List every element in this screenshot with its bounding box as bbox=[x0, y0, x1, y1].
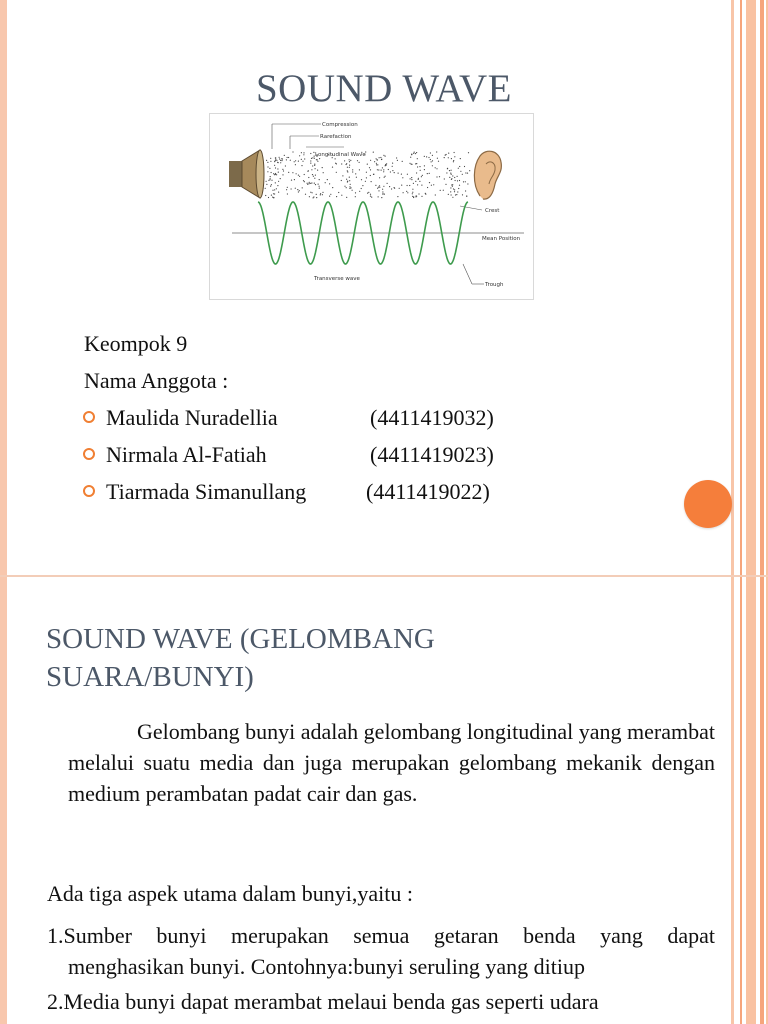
title-line-1: SOUND WAVE (GELOMBANG bbox=[46, 623, 435, 655]
speaker-icon bbox=[229, 150, 264, 198]
bullet-icon bbox=[83, 485, 95, 497]
member-name: Maulida Nuradellia bbox=[106, 405, 278, 430]
ear-icon bbox=[474, 151, 501, 199]
member-item bbox=[84, 437, 494, 474]
slide-2 bbox=[0, 577, 768, 1024]
member-id: (4411419023) bbox=[370, 442, 494, 467]
paragraph-text: Gelombang bunyi adalah gelombang longitudinal yang merambat melalui suatu media dan juga merupakan gelombang mekanik dengan medium perambatan padat cair dan gas. bbox=[68, 719, 715, 806]
right-stripes bbox=[730, 577, 768, 1024]
aspect-item-1 bbox=[47, 920, 715, 982]
aspect-1-line-2: menghasikan bunyi. Contohnya:bunyi seruling yang ditiup bbox=[68, 954, 585, 979]
label-longitudinal: Longitudinal Wave bbox=[315, 152, 366, 158]
aspect-1-line-1: 1.Sumber bunyi merupakan semua getaran benda yang dapat bbox=[47, 923, 715, 948]
title-line-2: SUARA/BUNYI) bbox=[46, 661, 254, 693]
label-rarefaction: Rarefaction bbox=[320, 134, 352, 140]
label-mean-position: Mean Position bbox=[482, 236, 521, 242]
group-name: Keompok 9 bbox=[84, 331, 188, 356]
label-crest: Crest bbox=[485, 208, 500, 214]
member-name: Tiarmada Simanullang bbox=[106, 479, 307, 504]
label-trough: Trough bbox=[485, 282, 504, 288]
orange-circle-decoration bbox=[684, 480, 732, 528]
bullet-icon bbox=[83, 411, 95, 423]
left-accent-bar bbox=[0, 577, 7, 1024]
label-transverse: Transverse wave bbox=[314, 276, 360, 282]
label-compression: Compression bbox=[322, 122, 358, 128]
group-info bbox=[84, 326, 494, 511]
members-label: Nama Anggota : bbox=[84, 368, 229, 393]
aspect-item-2: 2.Media bunyi dapat merambat melaui benda gas seperti udara bbox=[47, 989, 599, 1014]
member-id: (4411419032) bbox=[370, 405, 494, 430]
definition-paragraph bbox=[68, 716, 715, 809]
bullet-icon bbox=[83, 448, 95, 460]
member-id: (4411419022) bbox=[366, 479, 490, 504]
sound-wave-figure bbox=[209, 113, 534, 300]
member-name: Nirmala Al-Fatiah bbox=[106, 442, 267, 467]
aspects-intro: Ada tiga aspek utama dalam bunyi,yaitu : bbox=[47, 881, 413, 906]
slide-title bbox=[46, 620, 546, 696]
wave-diagram bbox=[210, 114, 533, 299]
member-item bbox=[84, 474, 490, 511]
slide-title: SOUND WAVE bbox=[255, 67, 512, 110]
member-item bbox=[84, 400, 494, 437]
longitudinal-wave-particles bbox=[265, 151, 471, 198]
